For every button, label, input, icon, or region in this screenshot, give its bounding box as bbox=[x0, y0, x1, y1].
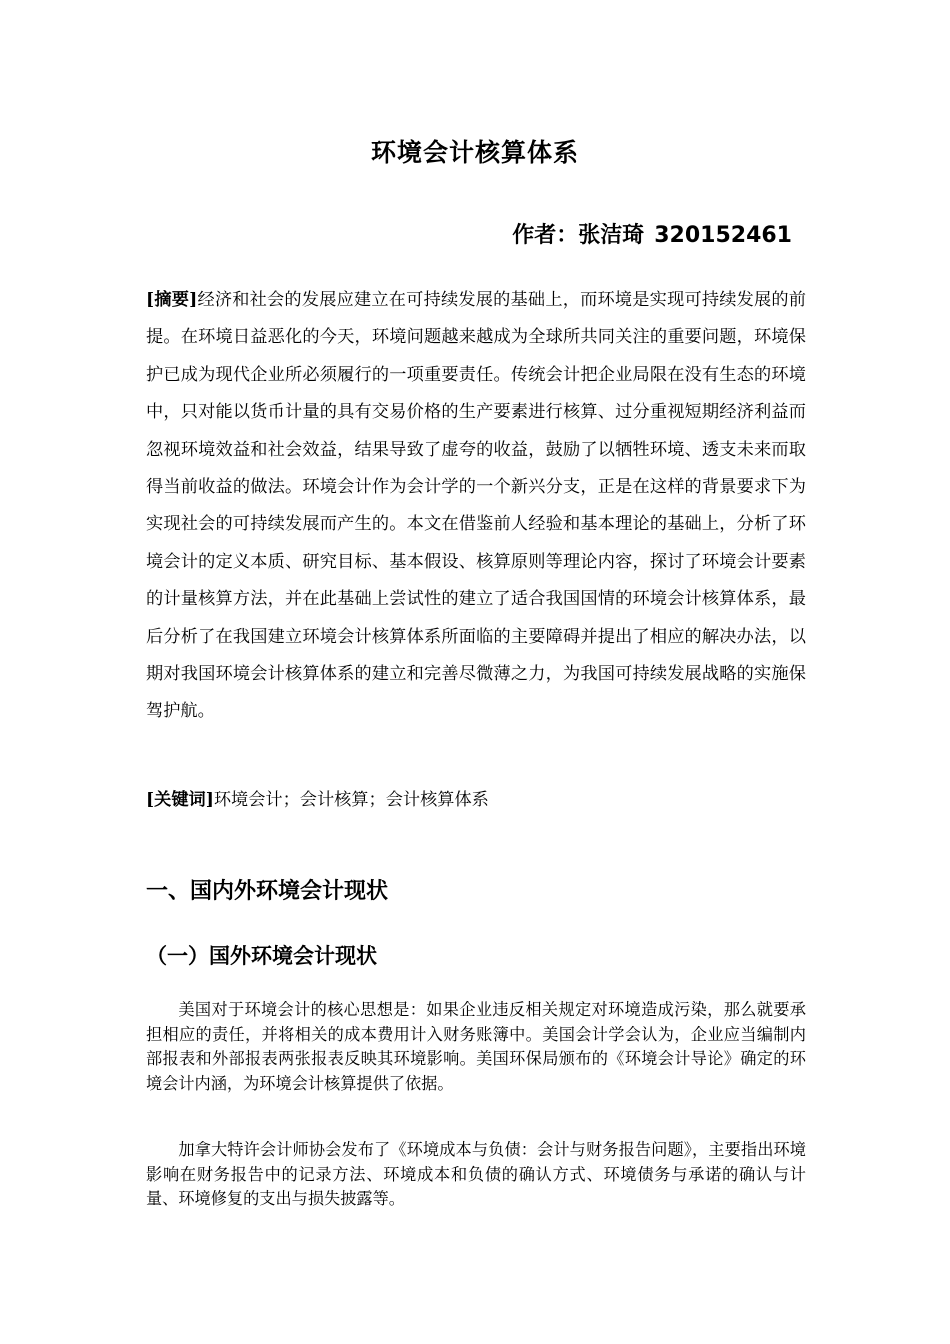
abstract-tag: [摘要] bbox=[146, 290, 198, 310]
abstract-text: 经济和社会的发展应建立在可持续发展的基础上，而环境是实现可持续发展的前提。在环境日益恶化的今天，环境问题越来越成为全球所共同关注的重要问题，环境保护已成为现代企业所必须履行的一项重要责任。传统会计把企业局限在没有生态的环境中，只对能以货币计量的具有交易价格的生产要素进行核算、过分重视短期经济利益而忽视环境效益和社会效益，结果导致了虚夸的收益，鼓励了以牺牲环境、透支未来而取得当前收益的做法。环境会计作为会计学的一个新兴分支，正是在这样的背景要求下为实现社会的可持续发展而产生的。本文在借鉴前人经验和基本理论的基础上，分析了环境会计的定义本质、研究目标、基本假设、核算原则等理论内容，探讨了环境会计要素的计量核算方法，并在此基础上尝试性的建立了适合我国国情的环境会计核算体系，最后分析了在我国建立环境会计核算体系所面临的主要障碍并提出了相应的解决办法，以期对我国环境会计核算体系的建立和完善尽微薄之力，为我国可持续发展战略的实施保驾护航。 bbox=[146, 290, 806, 722]
body-paragraph: 美国对于环境会计的核心思想是：如果企业违反相关规定对环境造成污染，那么就要承担相应的责任，并将相关的成本费用计入财务账簿中。美国会计学会认为，企业应当编制内部报表和外部报表两张报表反映其环境影响。美国环保局颁布的《环境会计导论》确定的环境会计内涵，为环境会计核算提供了依据。 bbox=[146, 1000, 806, 1093]
subsection-heading: （一）国外环境会计现状 bbox=[146, 944, 377, 968]
section-heading: 一、国内外环境会计现状 bbox=[146, 879, 389, 904]
author-line bbox=[512, 218, 792, 249]
document-title: 环境会计核算体系 bbox=[370, 138, 579, 167]
keywords-tag: [关键词] bbox=[146, 790, 214, 810]
keywords-text: 环境会计；会计核算；会计核算体系 bbox=[213, 790, 489, 810]
student-id: 320152461 bbox=[654, 223, 792, 248]
abstract bbox=[146, 282, 806, 731]
body-paragraph: 加拿大特许会计师协会发布了《环境成本与负债：会计与财务报告问题》，主要指出环境影响在财务报告中的记录方法、环境成本和负债的确认方式、环境债务与承诺的确认与计量、环境修复的支出与损失披露等。 bbox=[146, 1140, 806, 1208]
keywords bbox=[146, 785, 806, 815]
author-name: 作者：张洁琦 bbox=[512, 223, 645, 248]
